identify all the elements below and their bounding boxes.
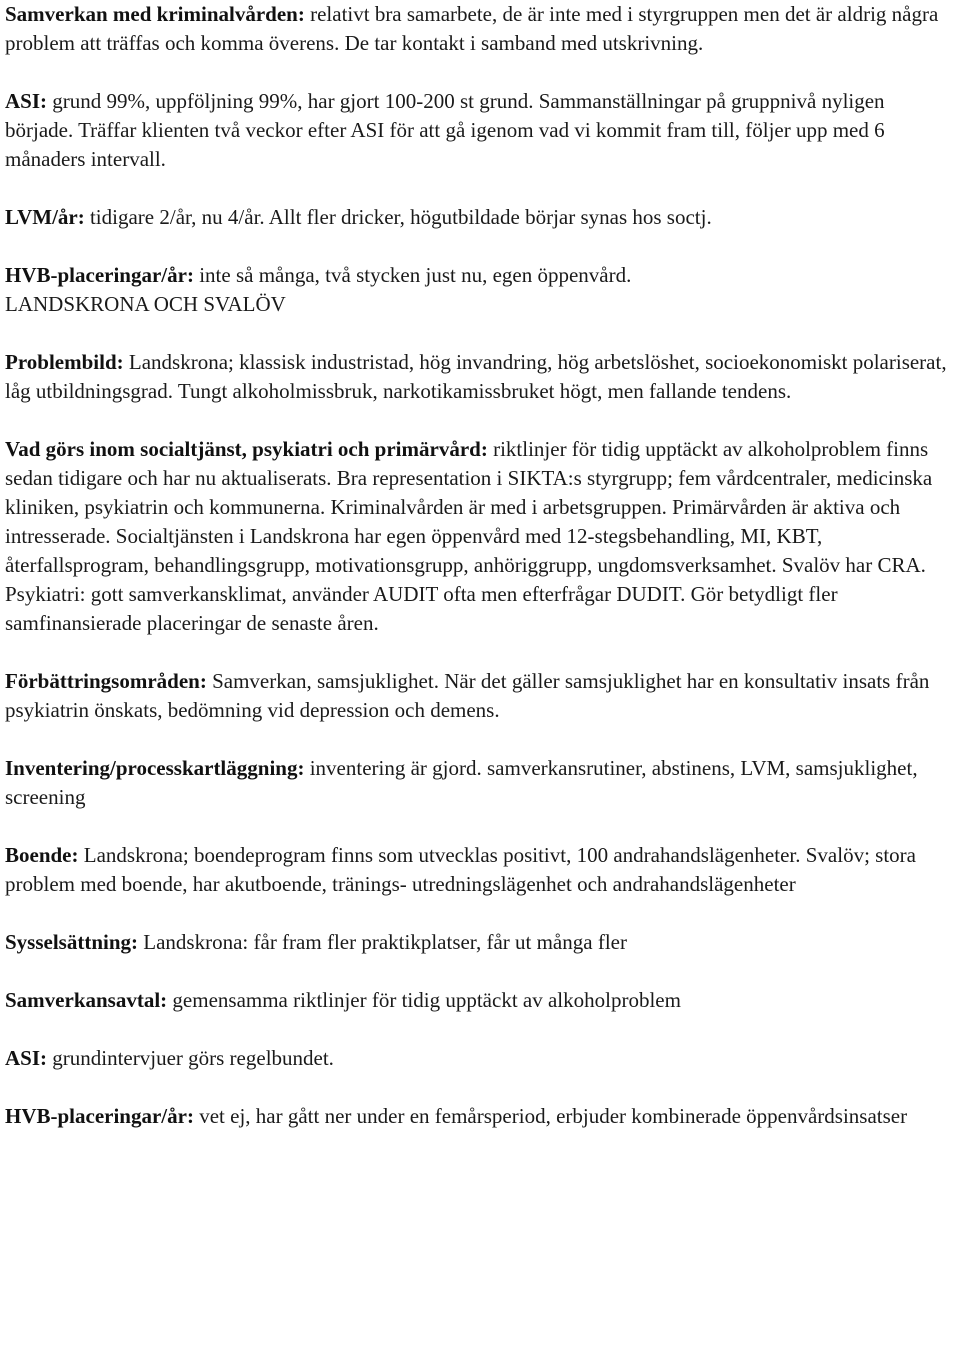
paragraph-boende xyxy=(5,841,955,899)
text-samverkansavtal: gemensamma riktlinjer för tidig upptäckt av alkoholproblem xyxy=(167,988,681,1012)
text-kriminalvarden: relativt bra samarbete, de är inte med i styrgruppen men det är aldrig några problem att träffas och komma överens. De tar kontakt i samband med utskrivning. xyxy=(5,2,939,55)
label-sysselsattning: Sysselsättning: xyxy=(5,930,139,954)
text-boende: Landskrona; boendeprogram finns som utvecklas positivt, 100 andrahandslägenheter. Svalöv; stora problem med boende, har akutboende, tränings- utredningslägenhet och andrahandslägenheter xyxy=(5,843,916,896)
paragraph-samverkansavtal xyxy=(5,986,955,1015)
label-samverkansavtal: Samverkansavtal: xyxy=(5,988,168,1012)
label-problembild: Problembild: xyxy=(5,350,124,374)
text-asi: grund 99%, uppföljning 99%, har gjort 100-200 st grund. Sammanställningar på gruppnivå nyligen började. Träffar klienten två veckor efter ASI för att gå igenom vad vi kommit fram till, följer upp med 6 månaders intervall. xyxy=(5,89,885,171)
label-hvb: HVB-placeringar/år: xyxy=(5,263,194,287)
paragraph-asi-2 xyxy=(5,1044,955,1073)
paragraph-problembild xyxy=(5,348,955,406)
paragraph-inventering xyxy=(5,754,955,812)
paragraph-kriminalvarden xyxy=(5,0,955,58)
label-inventering: Inventering/processkartläggning: xyxy=(5,756,305,780)
text-problembild: Landskrona; klassisk industristad, hög invandring, hög arbetslöshet, socioekonomiskt polariserat, låg utbildningsgrad. Tungt alkoholmissbruk, narkotikamissbruket högt, men fallande tendens. xyxy=(5,350,947,403)
paragraph-vad-gors xyxy=(5,435,955,638)
document-page xyxy=(5,0,955,1131)
label-kriminalvarden: Samverkan med kriminalvården: xyxy=(5,2,305,26)
text-asi-2: grundintervjuer görs regelbundet. xyxy=(47,1046,334,1070)
paragraph-lvm xyxy=(5,203,955,232)
text-vad-gors: riktlinjer för tidig upptäckt av alkoholproblem finns sedan tidigare och har nu aktualiserats. Bra representation i SIKTA:s styrgrupp; fem vårdcentraler, medicinska kliniken, psykiatrin och kommunerna. Kriminalvården är med i arbetsgruppen. Primärvården är aktiva och intresserade. Socialtjänsten i Landskrona har egen öppenvård med 12-stegsbehandling, MI, KBT, återfallsprogram, behandlingsgrupp, motivationsgrupp, anhöriggrupp, ungdomsverksamhet. Svalöv har CRA. Psykiatri: gott samverkansklimat, använder AUDIT ofta men efterfrågar DUDIT. Gör betydligt fler samfinansierade placeringar de senaste åren. xyxy=(5,437,933,635)
text-sysselsattning: Landskrona: får fram fler praktikplatser, får ut många fler xyxy=(138,930,627,954)
paragraph-forbattringsomraden xyxy=(5,667,955,725)
text-hvb-2: vet ej, har gått ner under en femårsperiod, erbjuder kombinerade öppenvårdsinsatser xyxy=(193,1104,908,1128)
paragraph-hvb-2 xyxy=(5,1102,955,1131)
label-lvm: LVM/år: xyxy=(5,205,85,229)
label-forbattringsomraden: Förbättringsområden: xyxy=(5,669,207,693)
text-lvm: tidigare 2/år, nu 4/år. Allt fler dricker, högutbildade börjar synas hos soctj. xyxy=(84,205,712,229)
text-hvb: inte så många, två stycken just nu, egen öppenvård. xyxy=(193,263,632,287)
text-inventering: inventering är gjord. samverkansrutiner, abstinens, LVM, samsjuklighet, screening xyxy=(5,756,918,809)
label-asi: ASI: xyxy=(5,89,48,113)
paragraph-sysselsattning xyxy=(5,928,955,957)
section-heading: LANDSKRONA OCH SVALÖV xyxy=(5,292,286,316)
label-boende: Boende: xyxy=(5,843,79,867)
label-vad-gors: Vad görs inom socialtjänst, psykiatri och primärvård: xyxy=(5,437,488,461)
paragraph-hvb xyxy=(5,261,955,290)
paragraph-asi xyxy=(5,87,955,174)
label-hvb-2: HVB-placeringar/år: xyxy=(5,1104,194,1128)
text-forbattringsomraden: Samverkan, samsjuklighet. När det gäller samsjuklighet har en konsultativ insats från psykiatrin önskats, bedömning vid depression och demens. xyxy=(5,669,930,722)
label-asi-2: ASI: xyxy=(5,1046,48,1070)
